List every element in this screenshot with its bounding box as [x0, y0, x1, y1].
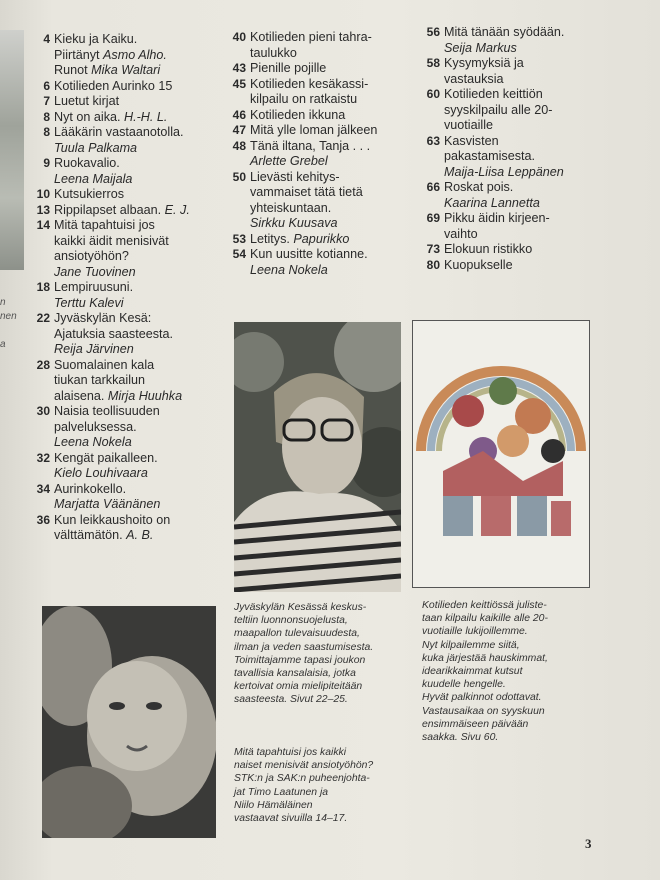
entry-title-text: Ruokavalio. [54, 156, 120, 170]
contents-entry [422, 242, 602, 258]
entry-author: Tuula Palkama [54, 140, 138, 155]
entry-author-inline: Asmo Alho. [103, 47, 167, 62]
page-ref-number: 34 [36, 481, 50, 496]
baby-photo-image [42, 606, 216, 838]
entry-title [54, 203, 224, 219]
contents-entry [32, 482, 224, 513]
page-ref-number: 6 [43, 78, 50, 93]
entry-author: Kaarina Lannetta [444, 195, 540, 210]
page-ref-number: 43 [232, 61, 246, 75]
entry-author: Jane Tuovinen [54, 264, 136, 279]
entry-title [54, 94, 224, 110]
page-ref-number: 73 [426, 242, 440, 256]
baby-photo [42, 606, 216, 838]
entry-title [54, 404, 224, 435]
entry-title-text: Kysymyksiä ja vastauksia [444, 56, 524, 86]
entry-title [54, 218, 224, 265]
entry-title [250, 77, 410, 108]
page-ref-number: 9 [43, 156, 50, 170]
entry-title [250, 30, 410, 61]
contents-column-2 [228, 30, 410, 278]
page-ref-number: 56 [426, 25, 440, 39]
entry-title [444, 134, 602, 165]
entry-title [250, 247, 410, 263]
cropped-photo-edge [0, 30, 24, 270]
contents-entry [422, 134, 602, 181]
page-ref-number: 7 [43, 94, 50, 108]
page-ref-number: 18 [36, 280, 50, 294]
contents-entry [32, 404, 224, 451]
entry-title-text: Kengät paikalleen. [54, 450, 158, 465]
page-ref-number: 60 [426, 87, 440, 101]
entry-title [54, 79, 224, 95]
entry-author: Reija Järvinen [54, 342, 134, 356]
entry-author: Leena Nokela [54, 435, 132, 449]
page-ref-number: 63 [426, 133, 440, 148]
entry-author-inline: Papurikko [293, 231, 350, 246]
page-ref-number: 80 [426, 257, 440, 272]
contents-entry [228, 139, 410, 170]
entry-author: Arlette Grebel [250, 154, 328, 168]
page-ref-number: 4 [43, 32, 50, 46]
page-ref-number: 13 [36, 202, 50, 217]
contents-entry [422, 25, 602, 56]
entry-title [250, 108, 410, 124]
entry-title [250, 170, 410, 217]
page-ref-number: 10 [36, 187, 50, 201]
entry-title [54, 311, 224, 342]
entry-title-text: Kuopukselle [444, 257, 513, 272]
edge-text-fragment: a [0, 339, 6, 350]
entry-title [54, 513, 224, 544]
contents-entry [32, 451, 224, 482]
entry-title-text: Nyt on aika. [54, 109, 121, 124]
entry-title-text: Rippilapset albaan. [54, 202, 162, 217]
entry-title-text: Kasvisten pakastamisesta. [444, 133, 535, 163]
contents-entry [228, 247, 410, 278]
contents-entry [228, 30, 410, 61]
caption-boy-photo: Jyväskylän Kesässä keskus- teltiin luonnonsuojelusta, maapallon tulevaisuudesta, ilman ja veden saastumisesta. Toimittajamme tapasi joukon tavallisia kansalaisia, jotka kertoivat omia mielipiteitään saasteesta. Sivut 22–25. [234, 602, 374, 706]
contents-entry [228, 232, 410, 248]
entry-author: Leena Nokela [250, 262, 328, 277]
entry-title-text: Kutsukierros [54, 187, 124, 201]
contest-illustration-frame [412, 320, 590, 588]
page-ref-number: 30 [36, 404, 50, 418]
page-ref-number: 46 [232, 107, 246, 122]
entry-title [54, 110, 224, 126]
page-ref-number: 58 [426, 56, 440, 70]
page-ref-number: 48 [232, 138, 246, 153]
contents-entry [32, 32, 224, 79]
page-ref-number: 50 [232, 169, 246, 184]
page-ref-number: 14 [36, 218, 50, 232]
contents-entry [422, 56, 602, 87]
entry-title-text: Jyväskylän Kesä: Ajatuksia saasteesta. [54, 311, 174, 341]
page-ref-number: 45 [232, 76, 246, 91]
contents-entry [32, 358, 224, 405]
entry-author-inline: E. J. [164, 202, 190, 217]
page-ref-number: 8 [43, 109, 50, 124]
entry-title-text: Aurinkokello. [54, 481, 127, 496]
entry-author-inline: Mirja Huuhka [107, 388, 183, 403]
contents-entry [228, 61, 410, 77]
contest-illustration [413, 321, 588, 586]
entry-title [54, 280, 224, 296]
page-ref-number: 22 [36, 311, 50, 325]
entry-title [54, 451, 224, 467]
page-ref-number: 69 [426, 211, 440, 225]
contents-column-3 [422, 25, 602, 273]
contents-entry [422, 211, 602, 242]
contents-entry [32, 203, 224, 219]
entry-title [444, 242, 602, 258]
page-ref-number: 47 [232, 123, 246, 137]
edge-text-fragment: nen [0, 311, 17, 322]
contents-entry [32, 187, 224, 203]
page-ref-number: 53 [232, 231, 246, 246]
contents-entry [32, 513, 224, 544]
entry-title [444, 56, 602, 87]
contents-entry [32, 218, 224, 280]
contents-entry [228, 170, 410, 232]
entry-author: Maija-Liisa Leppänen [444, 164, 564, 179]
contents-entry [228, 108, 410, 124]
entry-title [250, 61, 410, 77]
entry-title-text: Letitys. [250, 231, 290, 246]
entry-author-inline: A. B. [126, 528, 154, 542]
entry-author-inline: H.-H. L. [124, 109, 168, 124]
entry-title [444, 87, 602, 134]
page-ref-number: 32 [36, 450, 50, 465]
entry-title-text: Tänä iltana, Tanja . . . [250, 138, 371, 153]
contents-entry [422, 180, 602, 211]
contents-column-1 [32, 32, 224, 544]
contents-entry [32, 280, 224, 311]
contents-entry [32, 79, 224, 95]
entry-title-text: Kotilieden keittiön syyskilpailu alle 20- vuotiaille [444, 87, 553, 132]
entry-title-text: Elokuun ristikko [444, 242, 533, 256]
entry-author: Leena Maijala [54, 171, 133, 186]
entry-title [54, 358, 224, 405]
page-ref-number: 8 [43, 125, 50, 139]
entry-title-text: Naisia teollisuuden palveluksessa. [54, 404, 160, 434]
entry-title-text: Kun uusitte kotianne. [250, 247, 368, 261]
entry-title-text: Kotilieden kesäkassi- kilpailu on ratkaistu [250, 76, 369, 106]
page-ref-number: 66 [426, 180, 440, 194]
entry-author: Terttu Kalevi [54, 295, 124, 310]
entry-title [444, 211, 602, 242]
boy-photo [234, 322, 401, 592]
contents-entry [228, 123, 410, 139]
entry-title-text: Kotilieden Aurinko 15 [54, 78, 173, 93]
contents-entry [32, 110, 224, 126]
entry-title-text: Lääkärin vastaanotolla. [54, 125, 184, 139]
entry-title [250, 232, 410, 248]
entry-title [444, 258, 602, 274]
entry-title-text: Pikku äidin kirjeen- vaihto [444, 211, 550, 241]
entry-title [54, 482, 224, 498]
contents-entry [422, 87, 602, 134]
entry-title [250, 139, 410, 155]
caption-illustration: Kotilieden keittiössä juliste- taan kilpailu kaikille alle 20- vuotiaille lukijoillemme. Nyt kilpailemme siitä, kuka järjestää hauskimmat, idearikkaimmat kutsut kuudelle hengelle. Hyvät palkinnot odottavat. Vastausaikaa on syyskuun ensimmäiseen päivään saakka. Sivu 60. [422, 600, 548, 744]
boy-photo-image [234, 322, 401, 592]
entry-title-text: Kotilieden pieni tahra- taulukko [250, 30, 372, 60]
contents-entry [32, 125, 224, 156]
entry-title-text: Kun leikkaushoito on välttämätön. [54, 512, 171, 542]
entry-author: Sirkku Kuusava [250, 216, 338, 230]
entry-title-text: Lievästi kehitys- vammaiset tätä tietä yhteiskuntaan. [250, 169, 363, 215]
entry-title [444, 180, 602, 196]
page-ref-number: 28 [36, 357, 50, 372]
page-ref-number: 54 [232, 247, 246, 261]
page-ref-number: 36 [36, 512, 50, 527]
entry-title-text: Lempiruusuni. [54, 280, 134, 294]
entry-extra-text: Runot [54, 63, 88, 77]
page-ref-number: 40 [232, 30, 246, 44]
entry-title [250, 123, 410, 139]
entry-title-text: Roskat pois. [444, 180, 514, 194]
entry-author: Marjatta Väänänen [54, 497, 161, 511]
entry-title [54, 187, 224, 203]
entry-title-text: Mitä tapahtuisi jos kaikki äidit menisivät ansiotyöhön? [54, 218, 169, 263]
entry-author: Kielo Louhivaara [54, 466, 148, 480]
entry-author: Seija Markus [444, 40, 517, 55]
entry-title [54, 125, 224, 141]
contents-entry [228, 77, 410, 108]
entry-title-text: Mitä tänään syödään. [444, 25, 565, 39]
entry-title-text: Pienille pojille [250, 61, 327, 75]
entry-title-text: Kotilieden ikkuna [250, 107, 346, 122]
entry-title-text: Suomalainen kala tiukan tarkkailun alaisena. [54, 357, 155, 403]
entry-title [54, 156, 224, 172]
contents-entry [422, 258, 602, 274]
contents-entry [32, 94, 224, 110]
entry-title [54, 32, 224, 63]
entry-title-text: Mitä ylle loman jälkeen [250, 123, 378, 137]
page-number: 3 [585, 836, 592, 851]
entry-extra [54, 63, 224, 79]
caption-baby-photo: Mitä tapahtuisi jos kaikki naiset menisivät ansiotyöhön? STK:n ja SAK:n puheenjohta- jat Timo Laatunen ja Niilo Hämäläinen vastaavat sivuilla 14–17. [234, 747, 374, 825]
entry-title [444, 25, 602, 41]
entry-title-text: Kieku ja Kaiku. Piirtänyt [54, 32, 138, 62]
contents-entry [32, 311, 224, 358]
entry-title-text: Luetut kirjat [54, 94, 120, 108]
contents-entry [32, 156, 224, 187]
edge-text-fragment: n [0, 297, 6, 308]
entry-extra-author: Mika Waltari [91, 63, 161, 77]
